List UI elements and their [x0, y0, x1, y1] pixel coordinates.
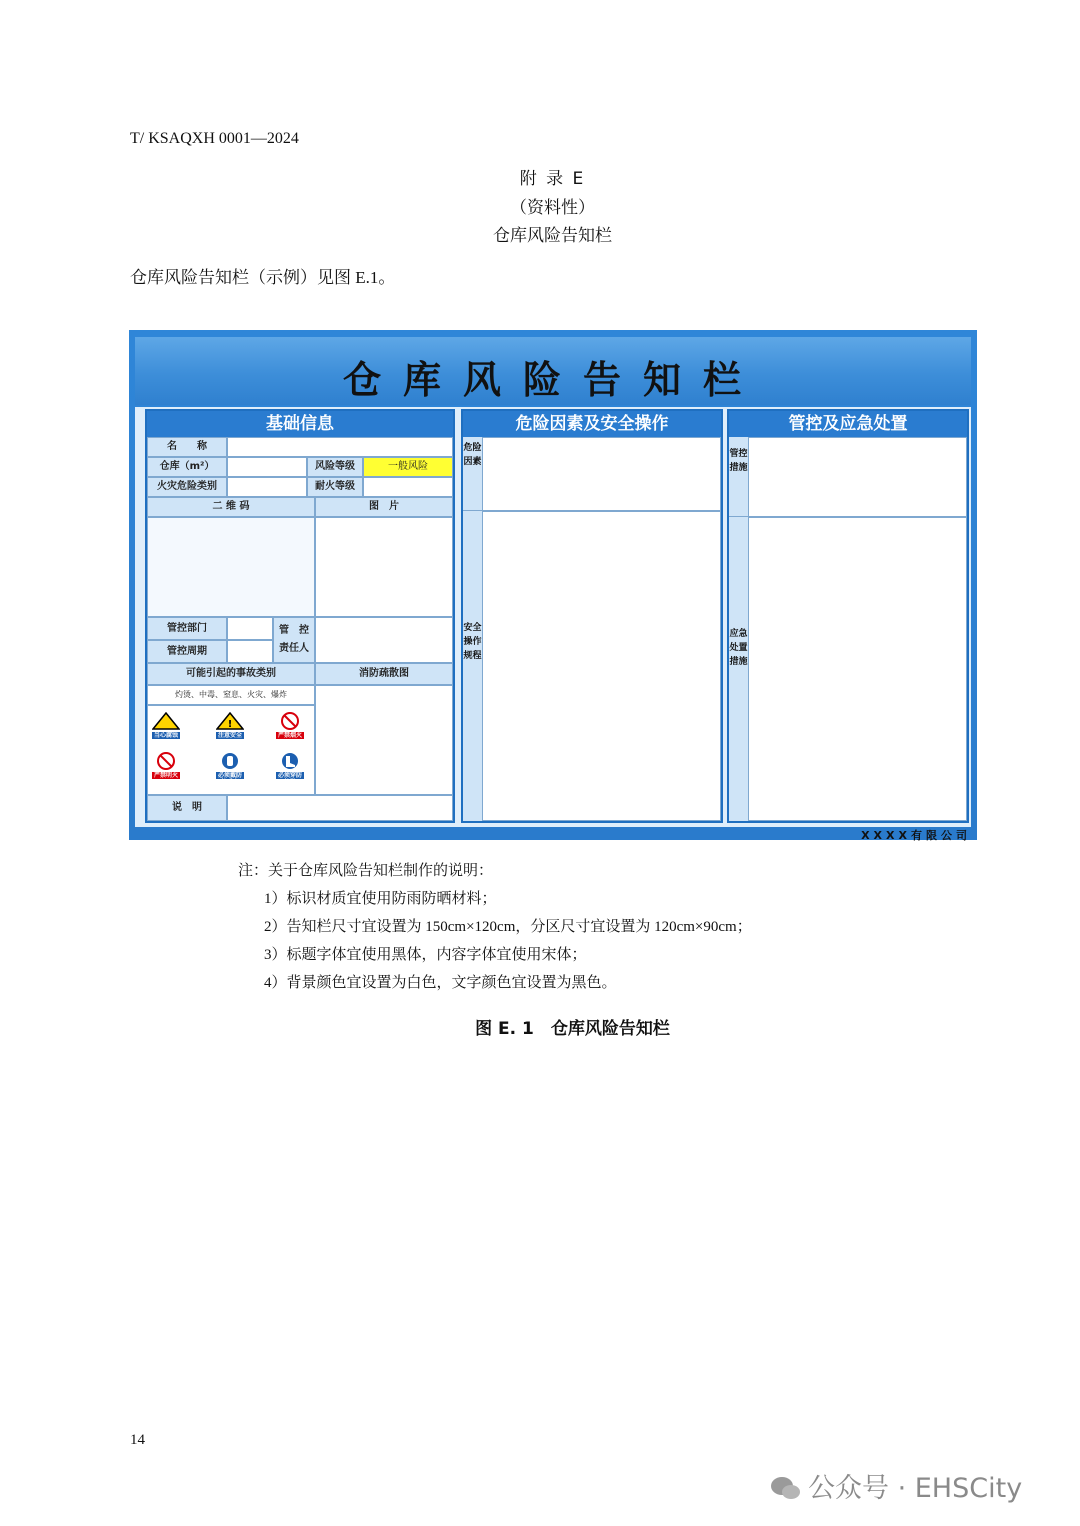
name-value — [227, 437, 453, 457]
fire-rating-value — [363, 477, 453, 497]
wear-protective-shoes-icon — [276, 752, 304, 770]
responsible-label — [273, 617, 315, 663]
safety-procedure-label: 安全操作规程 — [463, 511, 483, 821]
fire-category-label: 火灾危险类别 — [147, 477, 227, 497]
sign-corrosion — [152, 712, 180, 738]
period-label: 管控周期 — [147, 640, 227, 663]
fire-rating-label: 耐火等级 — [307, 477, 363, 497]
note-value — [227, 795, 453, 821]
page-number: 14 — [130, 1432, 145, 1448]
accident-label: 可能引起的事故类别 — [147, 663, 315, 685]
sign-caption: 注意安全 — [217, 732, 242, 739]
picture-area — [315, 517, 453, 617]
note-item: 2）告知栏尺寸宜设置为 150cm×120cm，分区尺寸宜设置为 120cm×90cm； — [264, 919, 752, 935]
safety-signs-area — [147, 705, 315, 795]
wechat-icon — [770, 1475, 802, 1501]
warehouse-label: 仓库（m²） — [147, 457, 227, 477]
hazard-factor-label: 危险因素 — [463, 437, 483, 511]
wear-gloves-icon — [216, 752, 244, 770]
emergency-measures-area — [749, 517, 967, 821]
board-title: 仓库风险告知栏 — [342, 358, 763, 402]
picture-label: 图 片 — [315, 497, 453, 517]
warehouse-value — [227, 457, 307, 477]
note-item: 4）背景颜色宜设置为白色，文字颜色宜设置为黑色。 — [264, 975, 617, 991]
hazards-heading: 危险因素及安全操作 — [463, 411, 721, 437]
control-measures-label: 管控措施 — [729, 437, 749, 517]
sign-no-flame — [152, 752, 180, 778]
control-panel — [727, 409, 969, 823]
sign-caption: 必须戴防护手套 — [217, 772, 242, 786]
control-measures-area — [749, 437, 967, 517]
appendix-title: 附 录 E — [519, 169, 586, 189]
basic-info-heading: 基础信息 — [147, 411, 453, 437]
sign-caption: 严禁烟火 — [277, 732, 302, 739]
watermark-text: 公众号 · EHSCity — [808, 1473, 1023, 1504]
dept-value — [227, 617, 273, 640]
appendix-type: （资料性） — [510, 198, 595, 218]
period-value — [227, 640, 273, 663]
sign-gloves — [216, 752, 244, 786]
control-heading: 管控及应急处置 — [729, 411, 967, 437]
hazards-panel — [461, 409, 723, 823]
sign-shoes — [276, 752, 304, 786]
watermark — [770, 1466, 1022, 1505]
risk-notice-board — [129, 330, 977, 840]
evacuation-map-area — [315, 685, 453, 795]
note-item: 3）标题字体宜使用黑体，内容字体宜使用宋体； — [264, 947, 587, 963]
emergency-measures-label: 应急处置措施 — [729, 517, 749, 821]
responsible-label-line1: 管 控 — [279, 625, 309, 636]
company-name: XXXX有限公司 — [861, 829, 971, 842]
risk-level-value: 一般风险 — [363, 457, 453, 477]
responsible-label-line2: 责任人 — [279, 643, 309, 654]
svg-text:!: ! — [227, 719, 233, 730]
fire-category-value — [227, 477, 307, 497]
sign-caution — [216, 712, 244, 738]
risk-level-label: 风险等级 — [307, 457, 363, 477]
note-label: 说 明 — [147, 795, 227, 821]
note-title: 注：关于仓库风险告知栏制作的说明： — [238, 863, 494, 879]
board-header — [135, 337, 971, 405]
sign-caption: 必须穿防护鞋 — [277, 772, 302, 786]
no-smoking-icon — [276, 712, 304, 730]
sign-caption: 当心腐蚀 — [153, 732, 178, 739]
caution-corrosion-icon — [152, 712, 180, 730]
appendix-name: 仓库风险告知栏 — [493, 226, 612, 246]
intro-text: 仓库风险告知栏（示例）见图 E.1。 — [130, 268, 396, 287]
responsible-value — [315, 617, 453, 663]
no-open-flame-icon — [152, 752, 180, 770]
evacuation-label: 消防疏散图 — [315, 663, 453, 685]
caution-safety-icon — [216, 712, 244, 730]
sign-no-smoking — [276, 712, 304, 738]
safety-procedure-area — [483, 511, 721, 821]
board-content — [135, 407, 971, 827]
standard-code: T/ KSAQXH 0001—2024 — [130, 130, 299, 147]
note-item: 1）标识材质宜使用防雨防晒材料； — [264, 891, 497, 907]
sign-caption: 严禁明火 — [153, 772, 178, 779]
figure-caption: 图 E. 1 仓库风险告知栏 — [475, 1019, 670, 1039]
dept-label: 管控部门 — [147, 617, 227, 640]
basic-info-panel — [145, 409, 455, 823]
accident-types: 灼烫、中毒、窒息、火灾、爆炸 — [147, 685, 315, 705]
name-label: 名 称 — [147, 437, 227, 457]
qr-area — [147, 517, 315, 617]
hazard-factor-area — [483, 437, 721, 511]
qr-label: 二 维 码 — [147, 497, 315, 517]
